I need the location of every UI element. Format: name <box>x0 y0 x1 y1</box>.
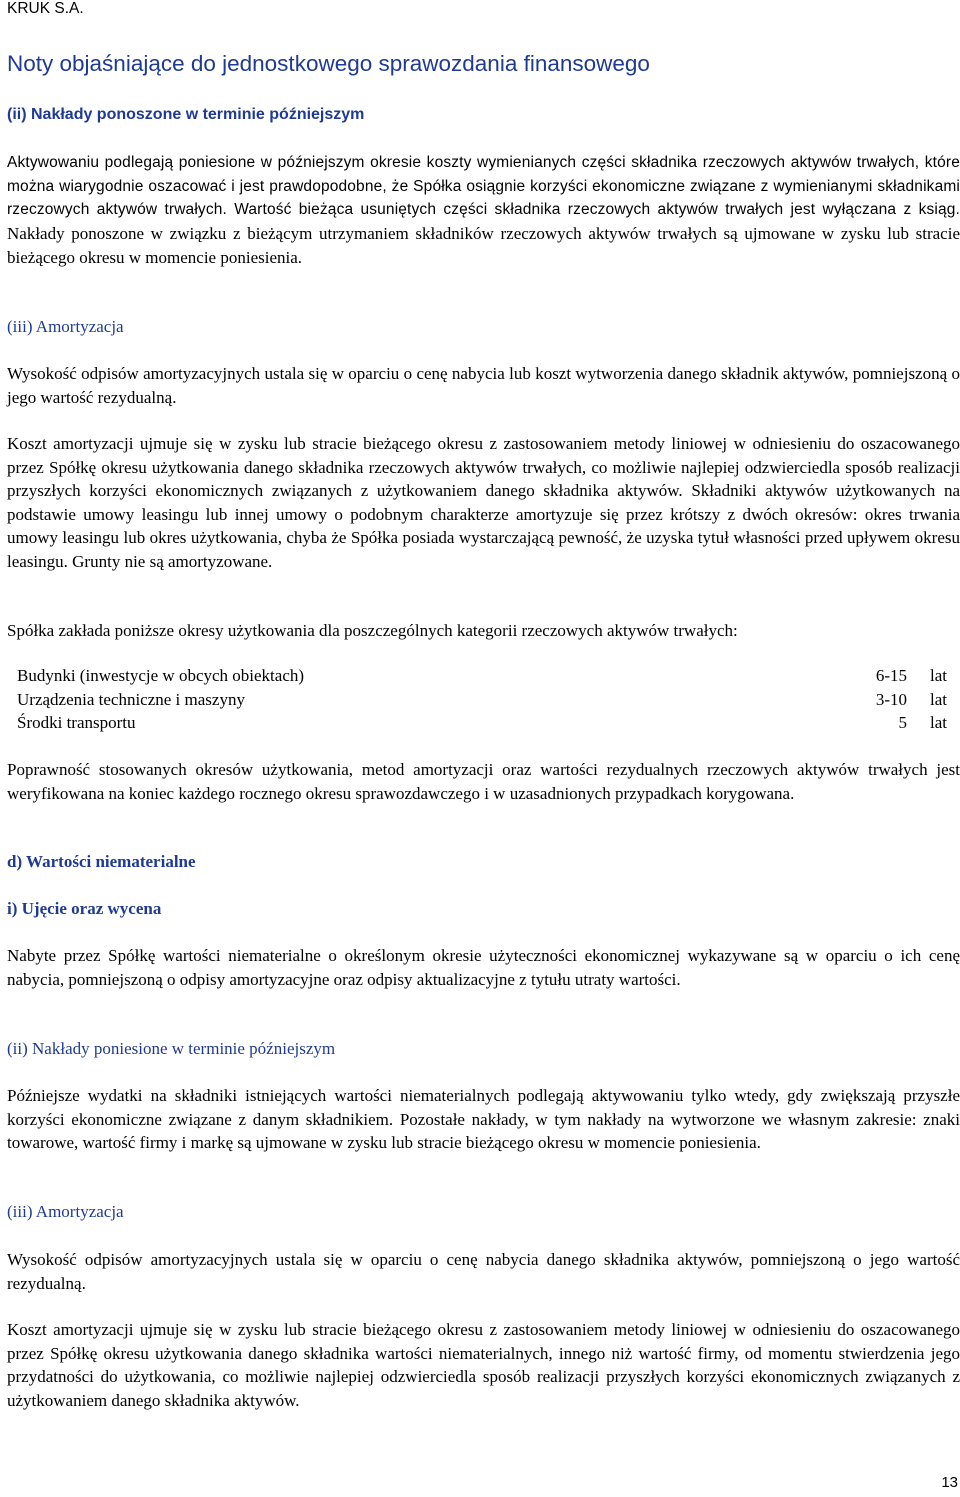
period-unit: lat <box>930 666 947 685</box>
paragraph-depreciation-method: Koszt amortyzacji ujmuje się w zysku lub stracie bieżącego okresu z zastosowaniem metody liniowej w odniesieniu do oszacowanego przez Spółkę okresu użytkowania danego składnika rzeczowych aktywów trwałych, co możliwie najlepiej odzwierciedla sposób realizacji przyszłych korzyści ekonomicznych związanych z użytkowaniem danego składnika aktywów. Składniki aktywów użytkowanych na podstawie umowy leasingu lub innej umowy o podobnym charakterze amortyzuje się przez krótszy z dwóch okresów: okres trwania umowy leasingu lub okres użytkowania, chyba że Spółka posiada wystarczającą pewność, że uzyska tytuł własności przed upływem okresu leasingu. Grunty nie są amortyzowane. <box>7 434 960 571</box>
useful-lives-table <box>17 664 947 735</box>
company-name: KRUK S.A. <box>7 0 84 17</box>
page-number: 13 <box>941 1474 958 1491</box>
paragraph-intangibles-recognition: Nabyte przez Spółkę wartości niematerialne o określonym okresie użyteczności ekonomicznej wykazywane są w oparciu o ich cenę nabycia, pomniejszoną o odpisy amortyzacyjne oraz odpisy aktualizacyjne z tytułu utraty wartości. <box>7 946 960 989</box>
paragraph-amortization-amount: Wysokość odpisów amortyzacyjnych ustala się w oparciu o cenę nabycia danego składnika aktywów, pomniejszoną o jego wartość rezydualną. <box>7 1250 960 1293</box>
section-heading-later-expenditure: (ii) Nakłady poniesione w terminie późniejszym <box>7 1039 336 1058</box>
useful-lives-row <box>17 711 947 735</box>
asset-category: Urządzenia techniczne i maszyny <box>17 689 245 709</box>
paragraph-amortization-method: Koszt amortyzacji ujmuje się w zysku lub stracie bieżącego okresu z zastosowaniem metody liniowej w odniesieniu do oszacowanego przez Spółkę okresu użytkowania danego składnika wartości niematerialnych, innego niż wartość firmy, od momentu stwierdzenia jego przydatności do użytkowania, co możliwie najlepiej odzwierciedla sposób realizacji przyszłych korzyści ekonomicznych związanych z użytkowaniem danego składnika aktywów. <box>7 1320 960 1410</box>
paragraph-later-expenditure: Późniejsze wydatki na składniki istniejących wartości niematerialnych podlegają aktywowaniu tylko wtedy, gdy zwiększają przyszłe korzyści ekonomiczne związane z danym składnikiem. Pozostałe nakłady, w tym nakłady na wytworzone we własnym zakresie: znaki towarowe, wartość firmy i markę są ujmowane w zysku lub stracie bieżącego okresu w momencie poniesienia. <box>7 1086 960 1152</box>
useful-lives-row <box>17 688 947 712</box>
section-heading-capex-later: (ii) Nakłady ponoszone w terminie późniejszym <box>7 106 365 123</box>
period-value: 5 <box>898 713 907 732</box>
paragraph-capex-later <box>7 151 960 271</box>
paragraph-capex-later-part2: Nakłady ponoszone w związku z bieżącym utrzymaniem składników rzeczowych aktywów trwałych są ujmowane w zysku lub stracie bieżącego okresu w momencie poniesienia. <box>7 223 960 267</box>
paragraph-capex-later-part1: Aktywowaniu podlegają poniesione w późniejszym okresie koszty wymienianych części składnika rzeczowych aktywów trwałych, które można wiarygodnie oszacować i jest prawdopodobne, że Spółka osiągnie korzyści ekonomiczne związane z wymienianymi składnikami rzeczowych aktywów trwałych. Wartość bieżąca usuniętych części składnika rzeczowych aktywów trwałych jest wyłączana z ksiąg. <box>7 154 960 218</box>
page-title: Noty objaśniające do jednostkowego sprawozdania finansowego <box>7 51 650 76</box>
useful-lives-row <box>17 664 947 688</box>
period-value: 6-15 <box>875 666 907 685</box>
asset-category: Środki transportu <box>17 713 136 732</box>
period-unit: lat <box>930 689 947 709</box>
period-unit: lat <box>930 713 947 732</box>
period-value: 3-10 <box>875 689 907 709</box>
paragraph-useful-lives-intro: Spółka zakłada poniższe okresy użytkowania dla poszczególnych kategorii rzeczowych aktywów trwałych: <box>7 621 738 640</box>
section-heading-amortization: (iii) Amortyzacja <box>7 1202 124 1221</box>
section-heading-intangibles: d) Wartości niematerialne <box>7 852 196 871</box>
subheading-recognition: i) Ujęcie oraz wycena <box>7 899 162 918</box>
paragraph-depreciation-amount: Wysokość odpisów amortyzacyjnych ustala się w oparciu o cenę nabycia lub koszt wytworzenia danego składnik aktywów, pomniejszoną o jego wartość rezydualną. <box>7 364 960 407</box>
paragraph-verification: Poprawność stosowanych okresów użytkowania, metod amortyzacji oraz wartości rezydualnych rzeczowych aktywów trwałych jest weryfikowana na koniec każdego rocznego okresu sprawozdawczego i w uzasadnionych przypadkach korygowana. <box>7 760 960 803</box>
asset-category: Budynki (inwestycje w obcych obiektach) <box>17 666 305 685</box>
section-heading-depreciation: (iii) Amortyzacja <box>7 317 124 336</box>
